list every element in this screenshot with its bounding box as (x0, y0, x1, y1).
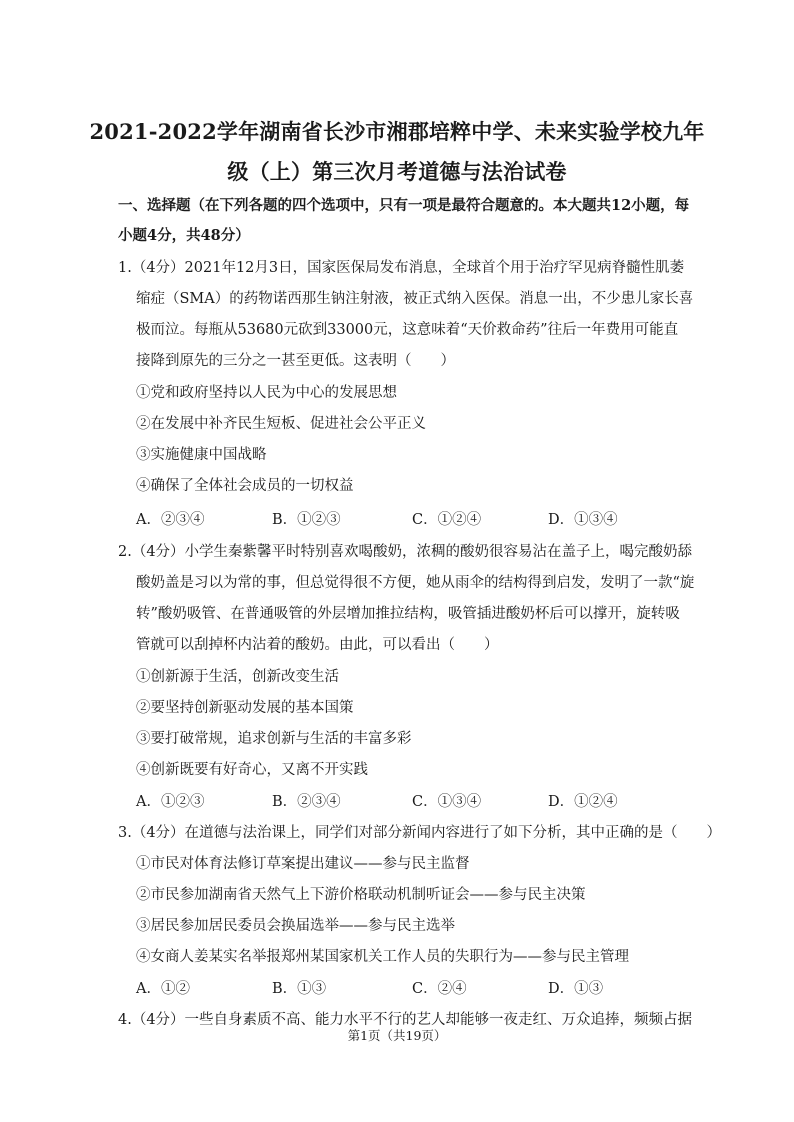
option-a[interactable]: A．①② (136, 981, 190, 997)
exam-title-line2: 级（上）第三次月考道德与法治试卷 (227, 159, 567, 184)
statement-2: ②在发展中补齐民生短板、促进社会公平正义 (136, 416, 426, 432)
question-text-line: 2.（4分）小学生秦紫馨平时特别喜欢喝酸奶，浓稠的酸奶很容易沾在盖子上，喝完酸奶舔 (118, 544, 693, 560)
question-text-line: 极而泣。每瓶从53680元砍到33000元，这意味着“天价救命药”往后一年费用可能直 (136, 322, 679, 338)
option-c[interactable]: C．①③④ (412, 794, 482, 810)
option-d[interactable]: D．①③④ (548, 512, 618, 528)
question-text-line: 酸奶盖是习以为常的事，但总觉得很不方便，她从雨伞的结构得到启发，发明了一款“旋 (136, 575, 695, 591)
question-text-line: 3.（4分）在道德与法治课上，同学们对部分新闻内容进行了如下分析，其中正确的是（ ） (118, 825, 722, 841)
statement-2: ②市民参加湖南省天然气上下游价格联动机制听证会——参与民主决策 (136, 887, 586, 903)
statement-3: ③实施健康中国战略 (136, 447, 267, 463)
question-text-line: 1.（4分）2021年12月3日，国家医保局发布消息，全球首个用于治疗罕见病脊髓性肌萎 (118, 260, 685, 276)
statement-3: ③居民参加居民委员会换届选举——参与民主选举 (136, 918, 455, 934)
answer-options (136, 790, 696, 814)
answer-options (136, 508, 696, 532)
option-c[interactable]: C．①②④ (412, 512, 482, 528)
page-footer: 第1页（共19页） (347, 1028, 447, 1043)
statement-1: ①市民对体育法修订草案提出建议——参与民主监督 (136, 856, 470, 872)
option-d[interactable]: D．①②④ (548, 794, 618, 810)
option-b[interactable]: B．①③ (272, 981, 327, 997)
statement-4: ④确保了全体社会成员的一切权益 (136, 478, 354, 494)
option-c[interactable]: C．②④ (412, 981, 467, 997)
statement-1: ①创新源于生活，创新改变生活 (136, 669, 339, 685)
question-text-line: 转”酸奶吸管、在普通吸管的外层增加推拉结构，吸管插进酸奶杯后可以撑开，旋转吸 (136, 606, 680, 622)
option-a[interactable]: A．①②③ (136, 794, 205, 810)
question-text-line: 缩症（SMA）的药物诺西那生钠注射液，被正式纳入医保。消息一出，不少患儿家长喜 (136, 291, 694, 307)
statement-3: ③要打破常规，追求创新与生活的丰富多彩 (136, 731, 412, 747)
exam-title-line1: 2021-2022学年湖南省长沙市湘郡培粹中学、未来实验学校九年 (89, 119, 705, 144)
option-d[interactable]: D．①③ (548, 981, 604, 997)
question-text-line: 接降到原先的三分之一甚至更低。这表明（ ） (136, 353, 455, 369)
question-text-line: 4.（4分）一些自身素质不高、能力水平不行的艺人却能够一夜走红、万众追捧，频频占据 (118, 1012, 693, 1028)
answer-options (136, 977, 696, 1001)
statement-4: ④创新既要有好奇心，又离不开实践 (136, 762, 368, 778)
section-heading: 一、选择题（在下列各题的四个选项中，只有一项是最符合题意的。本大题共12小题，每小题4分，共48分） (118, 197, 690, 244)
option-b[interactable]: B．①②③ (272, 512, 341, 528)
question-text-line: 管就可以刮掉杯内沾着的酸奶。由此，可以看出（ ） (136, 637, 499, 653)
statement-4: ④女商人姜某实名举报郑州某国家机关工作人员的失职行为——参与民主管理 (136, 949, 629, 965)
statement-2: ②要坚持创新驱动发展的基本国策 (136, 700, 354, 716)
statement-1: ①党和政府坚持以人民为中心的发展思想 (136, 385, 397, 401)
option-b[interactable]: B．②③④ (272, 794, 341, 810)
option-a[interactable]: A．②③④ (136, 512, 205, 528)
